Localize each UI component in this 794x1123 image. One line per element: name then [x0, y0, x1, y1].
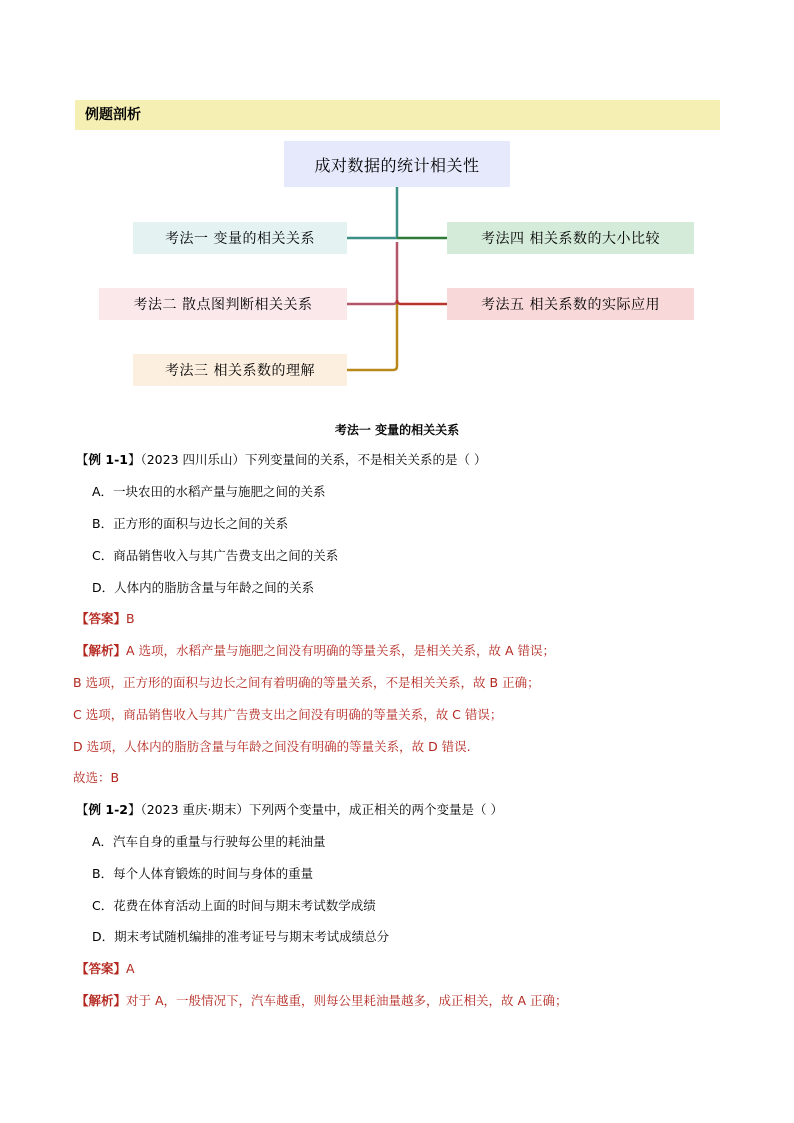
choose-value: B — [110, 770, 120, 785]
answer-label: 【答案】 — [76, 961, 127, 976]
example-1-1-question — [76, 452, 487, 468]
mindmap-method-1: 考法一 变量的相关关系 — [133, 222, 347, 254]
example-tag: 例 1-1 — [88, 452, 128, 467]
analysis-line-4: D 选项，人体内的脂肪含量与年龄之间没有明确的等量关系，故 D 错误. — [73, 739, 471, 754]
analysis-line-3: C 选项，商品销售收入与其广告费支出之间没有明确的等量关系，故 C 错误； — [73, 707, 503, 722]
analysis-text: A 选项，水稻产量与施肥之间没有明确的等量关系，是相关关系，故 A 错误； — [126, 643, 556, 658]
mindmap-method-2: 考法二 散点图判断相关关系 — [99, 288, 347, 320]
option-a: A．汽车自身的重量与行驶每公里的耗油量 — [92, 834, 326, 849]
question-text: 下列变量间的关系，不是相关关系的是（ ） — [245, 452, 487, 467]
mindmap-method-5: 考法五 相关系数的实际应用 — [447, 288, 694, 320]
option-a: A．一块农田的水稻产量与施肥之间的关系 — [92, 484, 326, 499]
example-source: （2023 重庆·期末） — [140, 802, 249, 817]
bracket: 】 — [127, 452, 141, 467]
analysis-line-1 — [76, 993, 568, 1009]
bracket: 【 — [76, 802, 89, 817]
connector-m5 — [397, 300, 447, 304]
bracket: 【 — [76, 452, 89, 467]
section-banner: 例题剖析 — [75, 100, 720, 130]
example-source: （2023 四川乐山） — [140, 452, 246, 467]
answer-line — [76, 961, 135, 977]
mindmap-root: 成对数据的统计相关性 — [284, 141, 510, 187]
option-b: B．每个人体育锻炼的时间与身体的重量 — [92, 866, 314, 881]
bracket: 】 — [127, 802, 141, 817]
mindmap-method-3: 考法三 相关系数的理解 — [133, 354, 347, 386]
example-tag: 例 1-2 — [88, 802, 128, 817]
question-text: 下列两个变量中，成正相关的两个变量是（ ） — [248, 802, 503, 817]
choose-label: 故选： — [73, 770, 111, 785]
analysis-label: 【解析】 — [76, 993, 127, 1008]
analysis-line-1 — [76, 643, 555, 659]
analysis-line-2: B 选项，正方形的面积与边长之间有着明确的等量关系，不是相关关系，故 B 正确； — [73, 675, 540, 690]
connector-m3 — [347, 304, 397, 370]
answer-value: B — [126, 611, 135, 626]
option-d: D．人体内的脂肪含量与年龄之间的关系 — [92, 580, 315, 595]
answer-value: A — [126, 961, 135, 976]
analysis-text: 对于 A，一般情况下，汽车越重，则每公里耗油量越多，成正相关，故 A 正确； — [126, 993, 568, 1008]
example-1-2-question — [76, 802, 503, 818]
method-title: 考法一 变量的相关关系 — [334, 423, 460, 437]
answer-line — [76, 611, 135, 627]
analysis-label: 【解析】 — [76, 643, 127, 658]
option-b: B．正方形的面积与边长之间的关系 — [92, 516, 289, 531]
answer-label: 【答案】 — [76, 611, 127, 626]
option-c: C．花费在体育活动上面的时间与期末考试数学成绩 — [92, 898, 376, 913]
choose-line — [73, 770, 119, 786]
mindmap-method-4: 考法四 相关系数的大小比较 — [447, 222, 694, 254]
option-d: D．期末考试随机编排的准考证号与期末考试成绩总分 — [92, 929, 390, 944]
option-c: C．商品销售收入与其广告费支出之间的关系 — [92, 548, 339, 563]
connector-m2 — [347, 242, 397, 304]
